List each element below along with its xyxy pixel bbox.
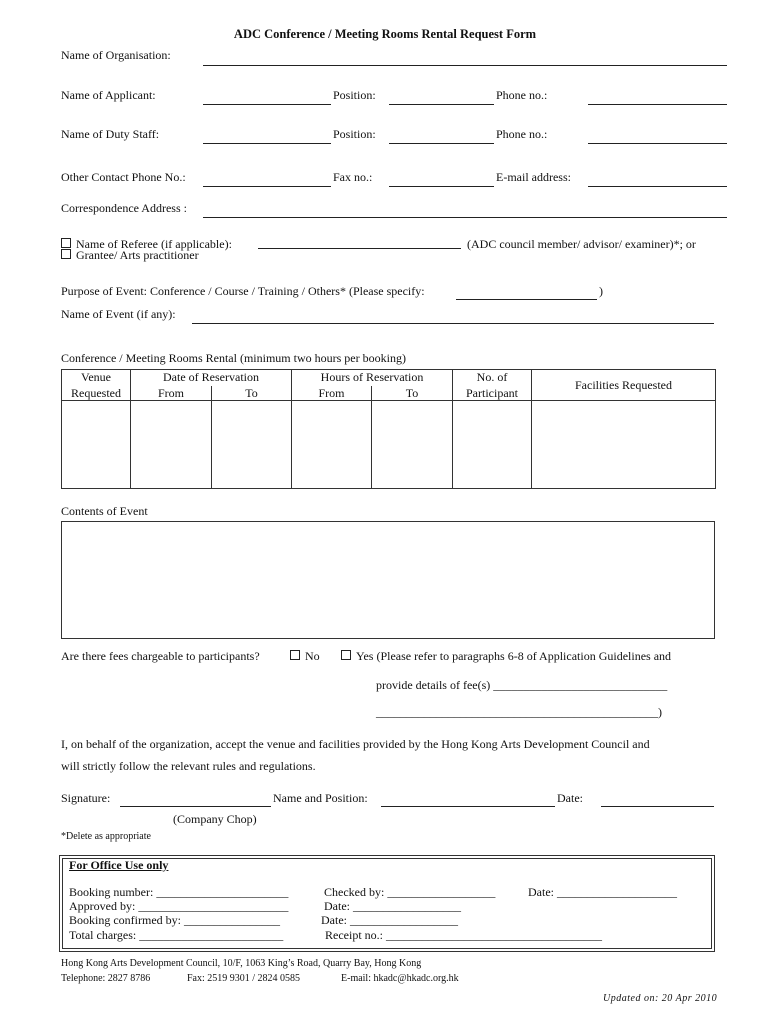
duty-staff-input[interactable] — [203, 143, 331, 144]
fees-yes-checkbox[interactable] — [341, 650, 351, 660]
duty-staff-phone-input[interactable] — [588, 143, 727, 144]
email-label: E-mail address: — [496, 170, 571, 184]
declaration-line-2: will strictly follow the relevant rules and regulations. — [61, 759, 316, 773]
participant-cell[interactable] — [453, 401, 532, 489]
contents-input[interactable] — [61, 521, 715, 639]
receipt-no: Receipt no.: ____________________________________ — [325, 928, 602, 942]
booking-confirmed: Booking confirmed by: ________________ — [69, 913, 280, 927]
event-name-input[interactable] — [192, 323, 714, 324]
duty-staff-phone-label: Phone no.: — [496, 127, 548, 141]
name-position-input[interactable] — [381, 806, 555, 807]
fees-yes-label: Yes (Please refer to paragraphs 6-8 of Application Guidelines and — [356, 649, 672, 663]
fees-details-2[interactable]: _______________________________________________) — [376, 705, 662, 719]
hours-from-header: From — [292, 386, 372, 401]
referee-input[interactable] — [258, 248, 461, 249]
footer-email: E-mail: hkadc@hkadc.org.hk — [341, 973, 459, 984]
venue-header-2: Requested — [62, 386, 131, 401]
checked-by: Checked by: __________________ — [324, 885, 496, 899]
email-input[interactable] — [588, 186, 727, 187]
hours-to-cell[interactable] — [372, 401, 453, 489]
company-chop: (Company Chop) — [173, 812, 257, 826]
office-date-right: Date: ____________________ — [528, 885, 677, 899]
approved-by: Approved by: _________________________ — [69, 899, 289, 913]
rental-table — [61, 369, 716, 489]
venue-header: Venue — [62, 370, 131, 386]
fees-yes-option — [341, 649, 671, 664]
grantee-row — [61, 248, 199, 263]
referee-suffix: (ADC council member/ advisor/ examiner)*; or — [467, 237, 696, 251]
fees-no-option — [290, 649, 320, 664]
applicant-position-input[interactable] — [389, 104, 494, 105]
duty-staff-position-label: Position: — [333, 127, 376, 141]
date-to-cell[interactable] — [212, 401, 292, 489]
duty-staff-position-input[interactable] — [389, 143, 494, 144]
applicant-position-label: Position: — [333, 88, 376, 102]
fees-no-label: No — [305, 649, 320, 663]
correspondence-input[interactable] — [203, 217, 727, 218]
other-phone-label: Other Contact Phone No.: — [61, 170, 186, 184]
footer-address: Hong Kong Arts Development Council, 10/F, 1063 King’s Road, Quarry Bay, Hong Kong — [61, 958, 422, 969]
hours-to-header: To — [372, 386, 453, 401]
office-heading: For Office Use only — [69, 858, 169, 872]
fees-no-checkbox[interactable] — [290, 650, 300, 660]
signature-label: Signature: — [61, 791, 111, 805]
fax-input[interactable] — [389, 186, 494, 187]
rental-heading: Conference / Meeting Rooms Rental (minimum two hours per booking) — [61, 351, 406, 365]
updated-date: Updated on: 20 Apr 2010 — [603, 993, 718, 1004]
declaration-line-1: I, on behalf of the organization, accept the venue and facilities provided by the Hong Kong Arts Development Council and — [61, 737, 650, 751]
footer-telephone: Telephone: 2827 8786 — [61, 973, 151, 984]
venue-cell[interactable] — [62, 401, 131, 489]
applicant-label: Name of Applicant: — [61, 88, 156, 102]
fax-label: Fax no.: — [333, 170, 373, 184]
delete-note: *Delete as appropriate — [61, 831, 151, 842]
purpose-label: Purpose of Event: Conference / Course / Training / Others* (Please specify: — [61, 284, 425, 298]
participant-header-2: Participant — [453, 386, 532, 401]
facilities-header: Facilities Requested — [532, 370, 716, 401]
applicant-phone-label: Phone no.: — [496, 88, 548, 102]
grantee-label: Grantee/ Arts practitioner — [76, 248, 199, 262]
hours-header: Hours of Reservation — [292, 370, 453, 386]
organisation-label: Name of Organisation: — [61, 48, 171, 62]
other-phone-input[interactable] — [203, 186, 331, 187]
date-to-header: To — [212, 386, 292, 401]
contents-label: Contents of Event — [61, 504, 148, 518]
hours-from-cell[interactable] — [292, 401, 372, 489]
total-charges: Total charges: ________________________ — [69, 928, 284, 942]
booking-number: Booking number: ______________________ — [69, 885, 289, 899]
office-date-2: Date: __________________ — [321, 913, 458, 927]
facilities-cell[interactable] — [532, 401, 716, 489]
grantee-checkbox[interactable] — [61, 249, 71, 259]
date-header: Date of Reservation — [131, 370, 292, 386]
correspondence-label: Correspondence Address : — [61, 201, 187, 215]
purpose-input[interactable] — [456, 299, 597, 300]
name-position-label: Name and Position: — [273, 791, 368, 805]
form-title: ADC Conference / Meeting Rooms Rental Request Form — [233, 27, 537, 41]
footer-fax: Fax: 2519 9301 / 2824 0585 — [187, 973, 301, 984]
table-row — [62, 401, 716, 489]
date-from-header: From — [131, 386, 212, 401]
referee-label: Name of Referee (if applicable): — [76, 237, 232, 251]
signature-input[interactable] — [120, 806, 271, 807]
signature-date-label: Date: — [557, 791, 583, 805]
organisation-input[interactable] — [203, 65, 727, 66]
referee-checkbox[interactable] — [61, 238, 71, 248]
participant-header-1: No. of — [453, 370, 532, 386]
date-from-cell[interactable] — [131, 401, 212, 489]
event-name-label: Name of Event (if any): — [61, 307, 176, 321]
signature-date-input[interactable] — [601, 806, 714, 807]
purpose-close: ) — [599, 284, 603, 298]
fees-details[interactable]: provide details of fee(s) _____________________________ — [376, 678, 668, 692]
fees-question: Are there fees chargeable to participants? — [61, 649, 260, 663]
office-date-1: Date: __________________ — [324, 899, 461, 913]
duty-staff-label: Name of Duty Staff: — [61, 127, 160, 141]
applicant-input[interactable] — [203, 104, 331, 105]
applicant-phone-input[interactable] — [588, 104, 727, 105]
